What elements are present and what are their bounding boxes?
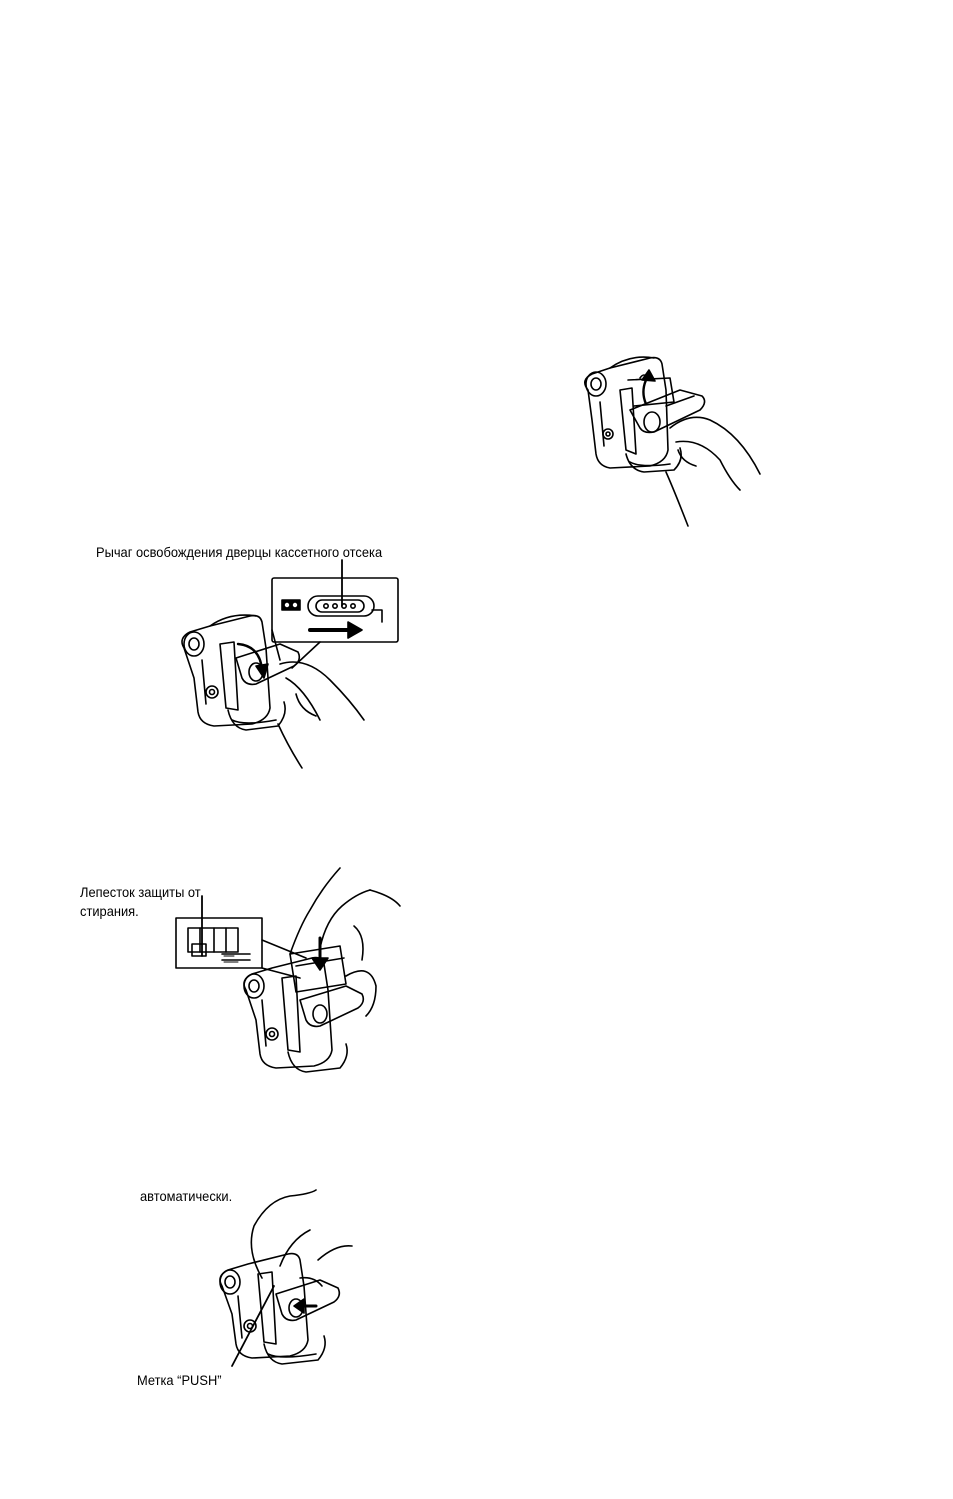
camcorder-door-opening-illustration <box>570 350 760 530</box>
erase-protection-tab-label-line2: стирания. <box>80 903 139 919</box>
door-release-lever-illustration <box>180 560 400 772</box>
cassette-insertion-illustration <box>170 866 406 1080</box>
erase-protection-tab-label-line1: Лепесток защиты от <box>80 884 201 900</box>
cassette-closing-illustration <box>150 1190 360 1370</box>
push-mark-label: Метка “PUSH” <box>137 1372 222 1388</box>
automatically-label: автоматически. <box>140 1188 233 1204</box>
door-release-lever-label: Рычаг освобождения дверцы кассетного отсека <box>96 544 383 560</box>
